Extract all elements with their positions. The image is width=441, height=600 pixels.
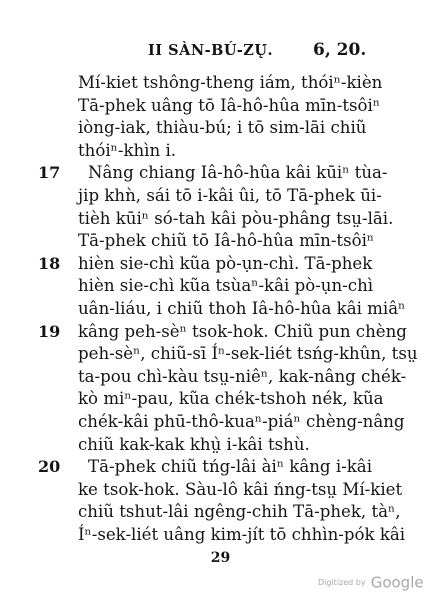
text-line: [0, 434, 441, 457]
text-line: [0, 72, 441, 95]
line-text: uân-liáu, i chiũ thoh Iâ-hô-hûa kâi miâⁿ: [78, 298, 406, 318]
text-line: [0, 501, 441, 524]
text-line: [0, 479, 441, 502]
verse-number: 17: [38, 163, 61, 183]
watermark-prefix: Digitized by: [318, 578, 366, 587]
text-line: [0, 366, 441, 389]
line-text: Nâng chiang Iâ-hô-hûa kâi kūiⁿ tùa-: [88, 163, 388, 183]
text-line: [0, 388, 441, 411]
book-title: II SÀN-BÚ-ZŲ́.: [148, 42, 274, 59]
text-line: [0, 343, 441, 366]
chapter-verse-ref: 6, 20.: [313, 40, 367, 60]
text-line: [0, 185, 441, 208]
line-text: tièh kūiⁿ só-tah kâi pòu-phâng tsṳ-lāi.: [78, 208, 394, 228]
line-text: jip khǹ, sái tō i-kâi ûi, tō Tā-phek ūi-: [78, 185, 382, 205]
line-text: peh-sèⁿ, chiũ-sī Íⁿ-sek-liét tsńg-khûn, tsṳ: [78, 344, 418, 364]
line-text: Íⁿ-sek-liét uâng kim-jít tō chhìn-pók kâi: [78, 524, 406, 544]
page-body: [0, 72, 441, 546]
verse-number: 20: [38, 457, 61, 477]
verse-number: 18: [38, 253, 61, 273]
running-header: [0, 40, 441, 62]
line-text: ke tsok-hok. Sàu-lô kâi ńng-tsṳ Mí-kiet: [78, 479, 403, 499]
line-text: thóiⁿ-khìn i.: [78, 140, 177, 160]
verse-number: 19: [38, 321, 61, 341]
text-line: [0, 140, 441, 163]
line-text: Tā-phek chiũ tńg-lâi àiⁿ kâng i-kâi: [88, 457, 372, 477]
page-number: 29: [210, 550, 231, 566]
line-text: hièn sie-chì kũa tsùaⁿ-kâi pò-ụn-chì: [78, 276, 374, 296]
text-line: [0, 456, 441, 479]
text-line: [0, 411, 441, 434]
line-text: ta-pou chì-kàu tsṳ-niêⁿ, kak-nâng chék-: [78, 366, 407, 386]
line-text: kâng peh-sèⁿ tsok-hok. Chiũ pun chèng: [78, 321, 407, 341]
digitized-watermark: [318, 572, 424, 592]
line-text: Tā-phek uâng tō Iâ-hô-hûa mīn-tsôiⁿ: [78, 95, 381, 115]
text-line: [0, 230, 441, 253]
text-line: [0, 253, 441, 276]
line-text: Tā-phek chiũ tō Iâ-hô-hûa mīn-tsôiⁿ: [78, 231, 375, 251]
line-text: chiũ tshut-lâi ngêng-chih Tā-phek, tàⁿ,: [78, 502, 401, 522]
line-text: hièn sie-chì kũa pò-ụn-chì. Tā-phek: [78, 253, 373, 273]
text-line: [0, 162, 441, 185]
line-text: Mí-kiet tshông-theng iám, thóiⁿ-kièn: [78, 73, 383, 92]
line-text: chiũ kak-kak khṳ̀ i-kâi tshù.: [78, 434, 310, 454]
text-line: [0, 95, 441, 118]
line-text: kò miⁿ-pau, kũa chék-tshoh nék, kũa: [78, 389, 384, 409]
text-line: [0, 275, 441, 298]
line-text: iòng-iak, thiàu-bú; i tō sim-lāi chiũ: [78, 118, 367, 138]
google-logo-text: Google: [370, 573, 424, 592]
text-line: [0, 524, 441, 547]
text-line: [0, 298, 441, 321]
text-line: [0, 321, 441, 344]
text-line: [0, 117, 441, 140]
line-text: chék-kâi phū-thô-kuaⁿ-piáⁿ chèng-nâng: [78, 411, 405, 431]
text-line: [0, 208, 441, 231]
